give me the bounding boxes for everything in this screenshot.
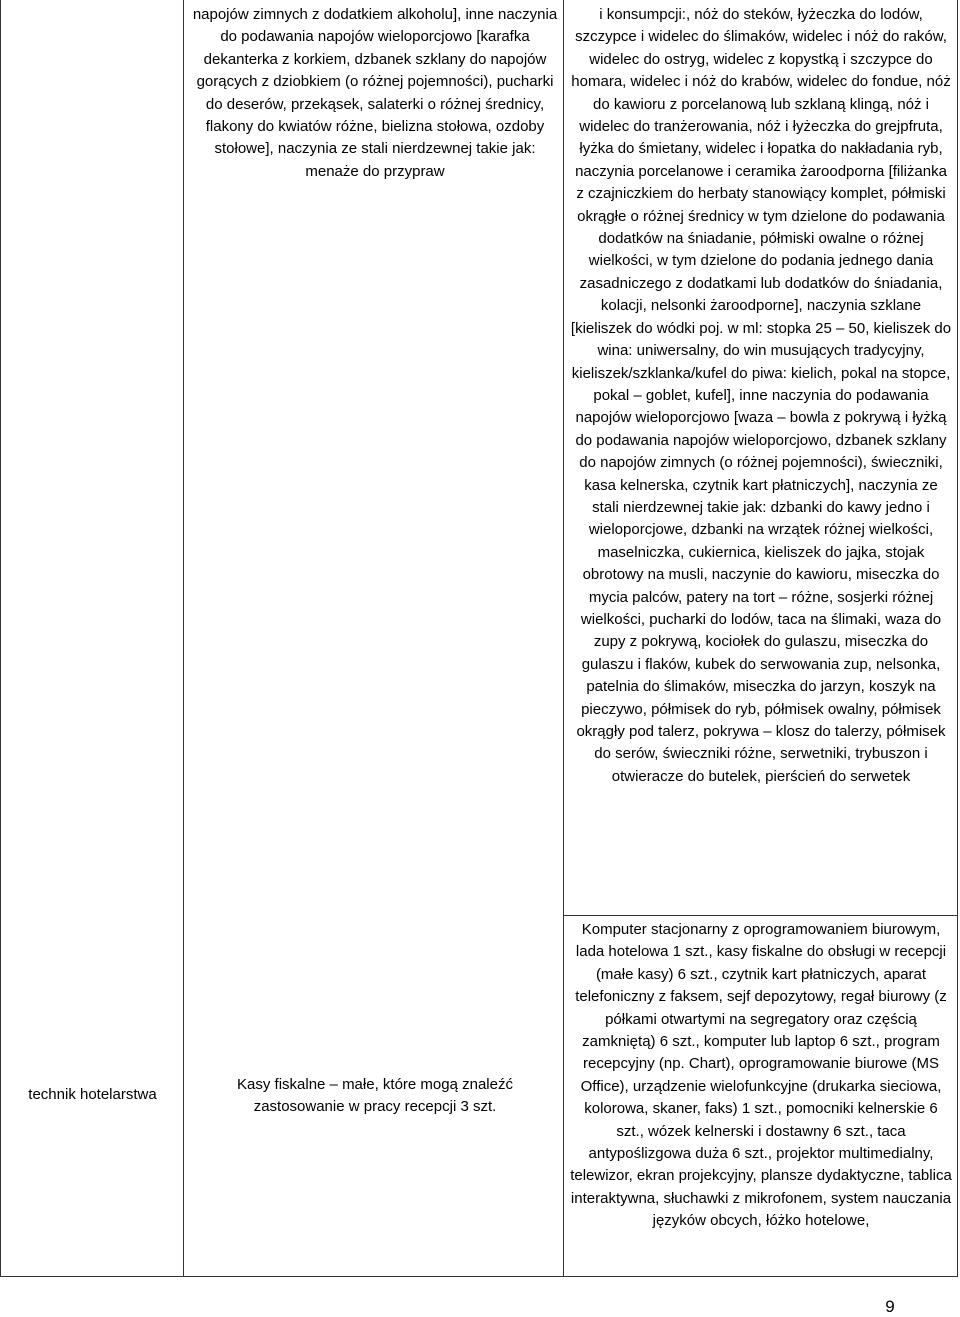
profession-cell: technik hotelarstwa [28, 1086, 157, 1103]
column-divider [563, 0, 564, 1276]
equipment-cell-bottom: Kasy fiskalne – małe, które mogą znaleźć zastosowanie w pracy recepcji 3 szt. [237, 1076, 513, 1116]
standard-cell-bottom: Komputer stacjonarny z oprogramowaniem biurowym, lada hotelowa 1 szt., kasy fiskalne do obsługi w recepcji (małe kasy) 6 szt., czytnik kart płatniczych, aparat telefoniczny z faksem, sejf depozytowy, regał biurowy (z półkami otwartymi na segregatory oraz częścią zamkniętą) 6 szt., komputer lub laptop 6 szt., program recepcyjny (np. Chart), oprogramowanie biurowe (MS Office), urządzenie wielofunkcyjne (drukarka sieciowa, kolorowa, skaner, faks) 1 szt., pomocniki kelnerskie 6 szt., wózek kelnerski i dostawny 6 szt., taca antypoślizgowa duża 6 szt., projektor multimedialny, telewizor, ekran projekcyjny, plansze dydaktyczne, tablica interaktywna, słuchawki z mikrofonem, system nauczania języków obcych, łóżko hotelowe, [570, 921, 952, 1230]
equipment-cell-top: napojów zimnych z dodatkiem alkoholu], inne naczynia do podawania napojów wieloporcjowo [karafka dekanterka z korkiem, dzbanek szklany do napojów gorących z dziobkiem (o różnej pojemności), pucharki do deserów, przekąsek, salaterki o różnej średnicy, flakony do kwiatów różne, bielizna stołowa, ozdoby stołowe], naczynia ze stali nierdzewnej takie jak: menaże do przypraw [192, 6, 558, 180]
row-divider [564, 915, 957, 916]
page-number: 9 [885, 1297, 895, 1316]
column-divider [183, 0, 184, 1276]
standard-cell-top: i konsumpcji:, nóż do steków, łyżeczka do lodów, szczypce i widelec do ślimaków, widelec i nóż do raków, widelec do ostryg, widelec z kopystką i szczypce do homara, widelec i nóż do krabów, widelec do fondue, nóż do kawioru z porcelanową lub szklaną klingą, nóż i widelec do tranżerowania, nóż i łyżeczka do grejpfruta, łyżka do śmietany, widelec i łopatka do nakładania ryb, naczynia porcelanowe i ceramika żaroodporna [filiżanka z czajniczkiem do herbaty stanowiący komplet, półmiski okrągłe o różnej średnicy w tym dzielone do podawania dodatków na śniadanie, półmiski owalne o różnej wielkości, w tym dzielone do podania jednego dania zasadniczego z dodatkami lub dodatków do śniadania, kolacji, nelsonki żaroodporne], naczynia szklane [kieliszek do wódki poj. w ml: stopka 25 – 50, kieliszek do wina: uniwersalny, do win musujących tradycyjny, kieliszek/szklanka/kufel do piwa: kielich, pokal na stopce, pokal – goblet, kufel], inne naczynia do podawania napojów wieloporcjowo [waza – bowla z pokrywą i łyżką do podawania napojów wieloporcjowo, dzbanek szklany do napojów zimnych (o różnej pojemności), świeczniki, kasa kelnerska, czytnik kart płatniczych], naczynia ze stali nierdzewnej takie jak: dzbanki do kawy jedno i wieloporcjowe, dzbanki na wrzątek różnej wielkości, maselniczka, cukiernica, kieliszek do jajka, stojak obrotowy na musli, naczynie do kawioru, miseczka do mycia palców, patery na tort – różne, sosjerki różnej wielkości, pucharki do lodów, taca na ślimaki, waza do zupy z pokrywą, kociołek do gulaszu, miseczka do gulaszu i flaków, kubek do serwowania zup, nelsonka, patelnia do ślimaków, miseczka do jarzyn, koszyk na pieczywo, półmisek do ryb, półmisek owalny, półmisek okrągły pod talerz, pokrywa – klosz do talerzy, półmisek do serów, świeczniki różne, serwetniki, trybuszon i otwieracze do butelek, pierścień do serwetek [570, 6, 952, 785]
